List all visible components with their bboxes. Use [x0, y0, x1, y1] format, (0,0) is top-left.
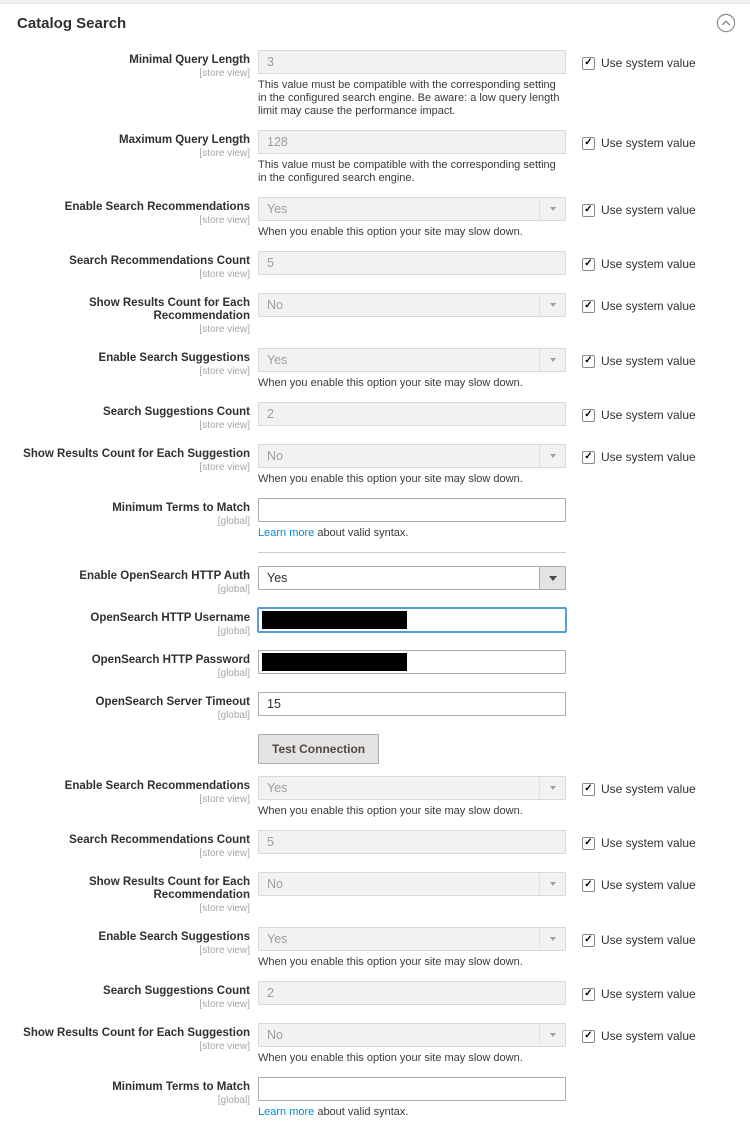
field-label-col	[0, 692, 250, 722]
field-label: OpenSearch HTTP Username	[90, 612, 250, 624]
use-system-value-checkbox[interactable]	[582, 300, 595, 313]
field-label: Show Results Count for Each Recommendation	[88, 297, 250, 322]
use-system-value-label: Use system value	[601, 878, 696, 892]
use-system-value	[582, 776, 696, 796]
field-label-col	[0, 872, 250, 915]
select-value: Yes	[267, 202, 288, 216]
field-scope: [global]	[217, 1095, 250, 1106]
use-system-value	[582, 444, 696, 464]
field-label-col	[0, 444, 250, 474]
use-system-value	[582, 872, 696, 892]
catalog-search-form	[0, 33, 750, 1119]
select-value: Yes	[267, 353, 288, 367]
form-row-enable-search-recommendations	[0, 776, 750, 818]
test-connection-button[interactable]: Test Connection	[258, 734, 379, 764]
redaction-overlay	[262, 611, 407, 629]
use-system-value	[582, 130, 696, 150]
search-suggestions-count-input[interactable]	[258, 981, 566, 1005]
field-label: Enable Search Suggestions	[98, 352, 250, 364]
form-row-enable-search-suggestions	[0, 927, 750, 969]
use-system-value-checkbox[interactable]	[582, 837, 595, 850]
learn-more-link[interactable]: Learn more	[258, 1106, 315, 1118]
field-label: Search Recommendations Count	[69, 255, 250, 267]
use-system-value-label: Use system value	[601, 257, 696, 271]
field-label: Minimum Terms to Match	[112, 1081, 250, 1093]
field-note	[258, 527, 566, 540]
use-system-value-checkbox[interactable]	[582, 137, 595, 150]
use-system-value-label: Use system value	[601, 1029, 696, 1043]
field-note: When you enable this option your site may slow down.	[258, 473, 523, 485]
field-label-col	[0, 1077, 250, 1107]
field-note: This value must be compatible with the corresponding setting in the configured search engine. Be aware: a low query length limit may cause the performance impact.	[258, 79, 560, 117]
field-scope: [store view]	[199, 269, 250, 280]
field-label-col	[0, 402, 250, 432]
field-scope: [store view]	[199, 462, 250, 473]
use-system-value-label: Use system value	[601, 203, 696, 217]
field-label-col	[0, 981, 250, 1011]
catalog-search-section	[0, 4, 750, 1119]
maximum-query-length-input[interactable]	[258, 130, 566, 154]
field-note: When you enable this option your site may slow down.	[258, 377, 523, 389]
enable-search-suggestions-select[interactable]	[258, 348, 566, 372]
field-label: Search Suggestions Count	[103, 406, 250, 418]
field-scope: [store view]	[199, 215, 250, 226]
search-recommendations-count-input[interactable]	[258, 830, 566, 854]
select-value: No	[267, 1028, 283, 1042]
minimum-terms-to-match-input[interactable]	[258, 1077, 566, 1101]
select-value: Yes	[267, 932, 288, 946]
chevron-down-icon	[539, 928, 565, 950]
field-label: Enable Search Recommendations	[64, 780, 250, 792]
use-system-value-checkbox[interactable]	[582, 934, 595, 947]
chevron-down-icon	[539, 873, 565, 895]
field-label-col	[0, 650, 250, 680]
select-value: Yes	[267, 571, 288, 585]
form-row-search-suggestions-count	[0, 981, 750, 1011]
enable-search-recommendations-select[interactable]	[258, 197, 566, 221]
field-label: Enable Search Suggestions	[98, 931, 250, 943]
field-label: Enable Search Recommendations	[64, 201, 250, 213]
form-row-show-results-count-for-each-recommendation	[0, 872, 750, 915]
chevron-down-icon	[539, 349, 565, 371]
field-scope: [global]	[217, 710, 250, 721]
form-row-minimum-terms-to-match	[0, 498, 750, 540]
form-row-minimal-query-length	[0, 50, 750, 118]
field-label-col	[0, 566, 250, 596]
field-label-col	[0, 734, 250, 738]
show-results-count-for-each-suggestion-select[interactable]	[258, 1023, 566, 1047]
section-divider	[258, 552, 566, 553]
field-label: Minimum Terms to Match	[112, 502, 250, 514]
show-results-count-for-each-recommendation-select[interactable]	[258, 293, 566, 317]
field-label-col	[0, 498, 250, 528]
field-note: This value must be compatible with the corresponding setting in the configured search engine.	[258, 159, 556, 184]
field-label: OpenSearch HTTP Password	[91, 654, 250, 666]
use-system-value	[582, 402, 696, 422]
use-system-value-label: Use system value	[601, 450, 696, 464]
use-system-value	[582, 927, 696, 947]
use-system-value-checkbox[interactable]	[582, 879, 595, 892]
show-results-count-for-each-recommendation-select[interactable]	[258, 872, 566, 896]
form-row-search-suggestions-count	[0, 402, 750, 432]
form-row-enable-opensearch-http-auth	[0, 566, 750, 596]
use-system-value-checkbox[interactable]	[582, 451, 595, 464]
use-system-value-checkbox[interactable]	[582, 783, 595, 796]
use-system-value	[582, 197, 696, 217]
section-header	[0, 4, 750, 33]
field-label: Enable OpenSearch HTTP Auth	[79, 570, 250, 582]
form-row-minimum-terms-to-match	[0, 1077, 750, 1119]
field-note: When you enable this option your site may slow down.	[258, 805, 523, 817]
form-row-opensearch-http-username	[0, 608, 750, 638]
field-scope: [store view]	[199, 999, 250, 1010]
use-system-value-label: Use system value	[601, 354, 696, 368]
form-row-enable-search-recommendations	[0, 197, 750, 239]
minimal-query-length-input[interactable]	[258, 50, 566, 74]
use-system-value	[582, 981, 696, 1001]
use-system-value-label: Use system value	[601, 299, 696, 313]
chevron-down-icon	[539, 1024, 565, 1046]
use-system-value	[582, 251, 696, 271]
use-system-value-label: Use system value	[601, 836, 696, 850]
field-note	[258, 1106, 566, 1119]
select-value: No	[267, 877, 283, 891]
field-note-suffix: about valid syntax.	[314, 1106, 409, 1118]
use-system-value	[582, 293, 696, 313]
field-label-col	[0, 293, 250, 336]
field-label-col	[0, 130, 250, 160]
select-value: Yes	[267, 781, 288, 795]
use-system-value-checkbox[interactable]	[582, 57, 595, 70]
use-system-value	[582, 1023, 696, 1043]
field-label: OpenSearch Server Timeout	[95, 696, 250, 708]
page-title: Catalog Search	[17, 14, 127, 32]
field-label: Show Results Count for Each Suggestion	[23, 448, 250, 460]
form-row-show-results-count-for-each-recommendation	[0, 293, 750, 336]
field-scope: [store view]	[199, 148, 250, 159]
form-row-show-results-count-for-each-suggestion	[0, 444, 750, 486]
field-note-suffix: about valid syntax.	[314, 527, 409, 539]
field-label: Minimal Query Length	[129, 54, 250, 66]
select-value: No	[267, 449, 283, 463]
field-scope: [store view]	[199, 68, 250, 79]
opensearch-server-timeout-input[interactable]	[258, 692, 566, 716]
form-row-maximum-query-length	[0, 130, 750, 185]
chevron-down-icon	[539, 567, 565, 589]
field-scope: [store view]	[199, 794, 250, 805]
use-system-value-checkbox[interactable]	[582, 355, 595, 368]
use-system-value	[582, 348, 696, 368]
form-row-test-connection	[0, 734, 750, 764]
field-note: When you enable this option your site may slow down.	[258, 956, 523, 968]
form-row-opensearch-server-timeout	[0, 692, 750, 722]
field-scope: [store view]	[199, 945, 250, 956]
use-system-value-checkbox[interactable]	[582, 1030, 595, 1043]
field-label: Search Recommendations Count	[69, 834, 250, 846]
form-row-show-results-count-for-each-suggestion	[0, 1023, 750, 1065]
use-system-value-label: Use system value	[601, 987, 696, 1001]
field-label: Search Suggestions Count	[103, 985, 250, 997]
use-system-value-label: Use system value	[601, 56, 696, 70]
use-system-value-checkbox[interactable]	[582, 258, 595, 271]
field-scope: [store view]	[199, 420, 250, 431]
use-system-value-label: Use system value	[601, 782, 696, 796]
chevron-down-icon	[539, 294, 565, 316]
field-scope: [global]	[217, 516, 250, 527]
enable-opensearch-http-auth-select[interactable]	[258, 566, 566, 590]
chevron-down-icon	[539, 777, 565, 799]
field-scope: [store view]	[199, 366, 250, 377]
select-value: No	[267, 298, 283, 312]
field-label: Show Results Count for Each Suggestion	[23, 1027, 250, 1039]
field-label-col	[0, 197, 250, 227]
field-note: When you enable this option your site may slow down.	[258, 1052, 523, 1064]
field-scope: [store view]	[199, 1041, 250, 1052]
form-row-search-recommendations-count	[0, 251, 750, 281]
minimum-terms-to-match-input[interactable]	[258, 498, 566, 522]
use-system-value-label: Use system value	[601, 136, 696, 150]
use-system-value	[582, 50, 696, 70]
field-scope: [store view]	[199, 903, 250, 914]
use-system-value-checkbox[interactable]	[582, 204, 595, 217]
use-system-value-checkbox[interactable]	[582, 988, 595, 1001]
field-label-col	[0, 251, 250, 281]
field-label-col	[0, 50, 250, 80]
field-scope: [store view]	[199, 848, 250, 859]
form-row-search-recommendations-count	[0, 830, 750, 860]
field-scope: [global]	[217, 668, 250, 679]
use-system-value-checkbox[interactable]	[582, 409, 595, 422]
use-system-value-label: Use system value	[601, 933, 696, 947]
form-row-enable-search-suggestions	[0, 348, 750, 390]
chevron-down-icon	[539, 445, 565, 467]
field-label-col	[0, 348, 250, 378]
enable-search-recommendations-select[interactable]	[258, 776, 566, 800]
search-suggestions-count-input[interactable]	[258, 402, 566, 426]
collapse-section-button[interactable]	[716, 13, 736, 33]
field-label-col	[0, 927, 250, 957]
field-label-col	[0, 776, 250, 806]
field-label-col	[0, 608, 250, 638]
chevron-down-icon	[539, 198, 565, 220]
show-results-count-for-each-suggestion-select[interactable]	[258, 444, 566, 468]
use-system-value	[582, 830, 696, 850]
use-system-value-label: Use system value	[601, 408, 696, 422]
chevron-up-circle-icon	[716, 13, 736, 33]
field-note: When you enable this option your site may slow down.	[258, 226, 523, 238]
field-label-col	[0, 830, 250, 860]
field-label: Show Results Count for Each Recommendation	[88, 876, 250, 901]
field-scope: [global]	[217, 584, 250, 595]
redaction-overlay	[262, 653, 407, 671]
field-label-col	[0, 1023, 250, 1053]
field-label: Maximum Query Length	[119, 134, 250, 146]
field-scope: [store view]	[199, 324, 250, 335]
field-scope: [global]	[217, 626, 250, 637]
search-recommendations-count-input[interactable]	[258, 251, 566, 275]
enable-search-suggestions-select[interactable]	[258, 927, 566, 951]
learn-more-link[interactable]: Learn more	[258, 527, 315, 539]
form-row-opensearch-http-password	[0, 650, 750, 680]
